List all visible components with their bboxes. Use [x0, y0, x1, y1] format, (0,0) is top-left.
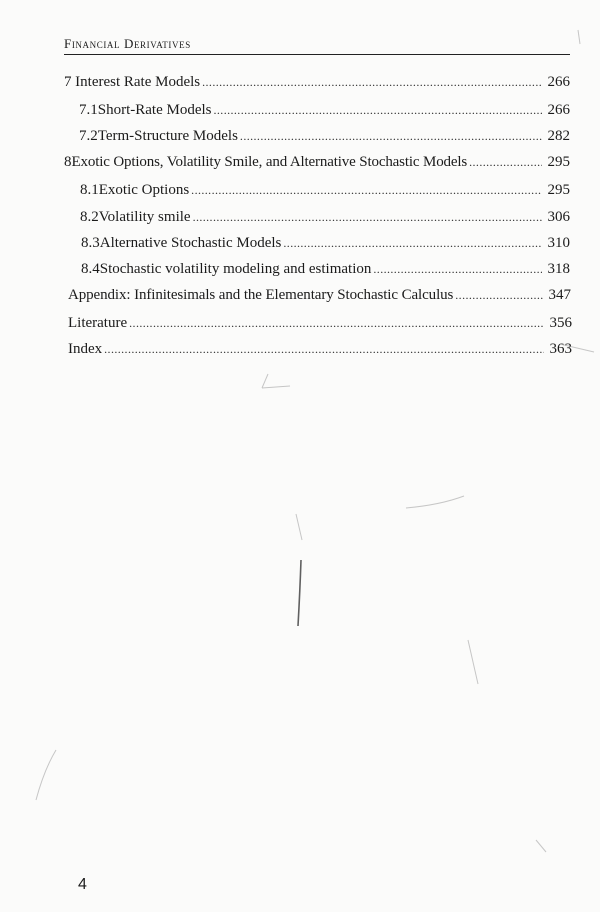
toc-entry-section-8-1: [80, 180, 570, 200]
toc-entry-page: 282: [547, 128, 570, 144]
toc-entry-number: 8.2: [80, 209, 99, 225]
running-header: Financial Derivatives: [64, 36, 191, 51]
toc-entry-page: 363: [549, 341, 572, 357]
toc-entry-chapter-7: [64, 72, 570, 92]
toc-entry-number: 8: [64, 154, 72, 170]
toc-leader-dots: [283, 233, 542, 253]
toc-entry-appendix: [68, 285, 571, 305]
toc-entry-title: Alternative Stochastic Models: [99, 235, 282, 251]
toc-entry-page: 266: [547, 102, 570, 118]
toc-entry-page: 306: [547, 209, 570, 225]
toc-entry-title: Appendix: Infinitesimals and the Elementary Stochastic Calculus: [68, 287, 454, 303]
toc-entry-title: Exotic Options: [98, 182, 190, 198]
toc-entry-page: 318: [547, 261, 570, 277]
toc-entry-page: 266: [547, 74, 570, 90]
toc-entry-page: 347: [548, 287, 571, 303]
toc-leader-dots: [373, 259, 542, 279]
toc-entry-page: 310: [547, 235, 570, 251]
toc-entry-title: Term-Structure Models: [97, 128, 238, 144]
toc-leader-dots: [193, 207, 542, 227]
page-number: 4: [78, 876, 87, 893]
toc-entry-number: 7.1: [79, 102, 98, 118]
toc-leader-dots: [191, 180, 542, 200]
toc-entry-section-7-1: [79, 100, 570, 120]
toc-leader-dots: [455, 285, 543, 305]
toc-entry-page: 356: [549, 315, 572, 331]
toc-entry-literature: [68, 313, 572, 333]
toc-leader-dots: [104, 339, 544, 359]
toc-entry-number: 8.3: [81, 235, 100, 251]
toc-leader-dots: [202, 72, 542, 92]
toc-entry-title: Volatility smile: [98, 209, 191, 225]
toc-entry-page: 295: [547, 154, 570, 170]
toc-entry-chapter-8: [64, 152, 570, 172]
toc-entry-title: Short-Rate Models: [97, 102, 212, 118]
toc-entry-number: 8.1: [80, 182, 99, 198]
toc-entry-index: [68, 339, 572, 359]
toc-entry-title: Stochastic volatility modeling and estimation: [99, 261, 372, 277]
toc-entry-section-7-2: [79, 126, 570, 146]
toc-entry-title: Exotic Options, Volatility Smile, and Alternative Stochastic Models: [71, 154, 468, 170]
toc-entry-title: Index: [68, 341, 103, 357]
toc-entry-number: 7.2: [79, 128, 98, 144]
toc-leader-dots: [214, 100, 543, 120]
toc-leader-dots: [240, 126, 542, 146]
toc-entry-section-8-2: [80, 207, 570, 227]
toc-entry-section-8-4: [81, 259, 570, 279]
toc-entry-page: 295: [547, 182, 570, 198]
toc-entry-title: Interest Rate Models: [75, 74, 201, 90]
toc-leader-dots: [129, 313, 544, 333]
toc-entry-section-8-3: [81, 233, 570, 253]
toc-entry-number: 7: [64, 74, 72, 90]
toc-entry-number: 8.4: [81, 261, 100, 277]
toc-entry-title: Literature: [68, 315, 128, 331]
toc-leader-dots: [469, 152, 542, 172]
